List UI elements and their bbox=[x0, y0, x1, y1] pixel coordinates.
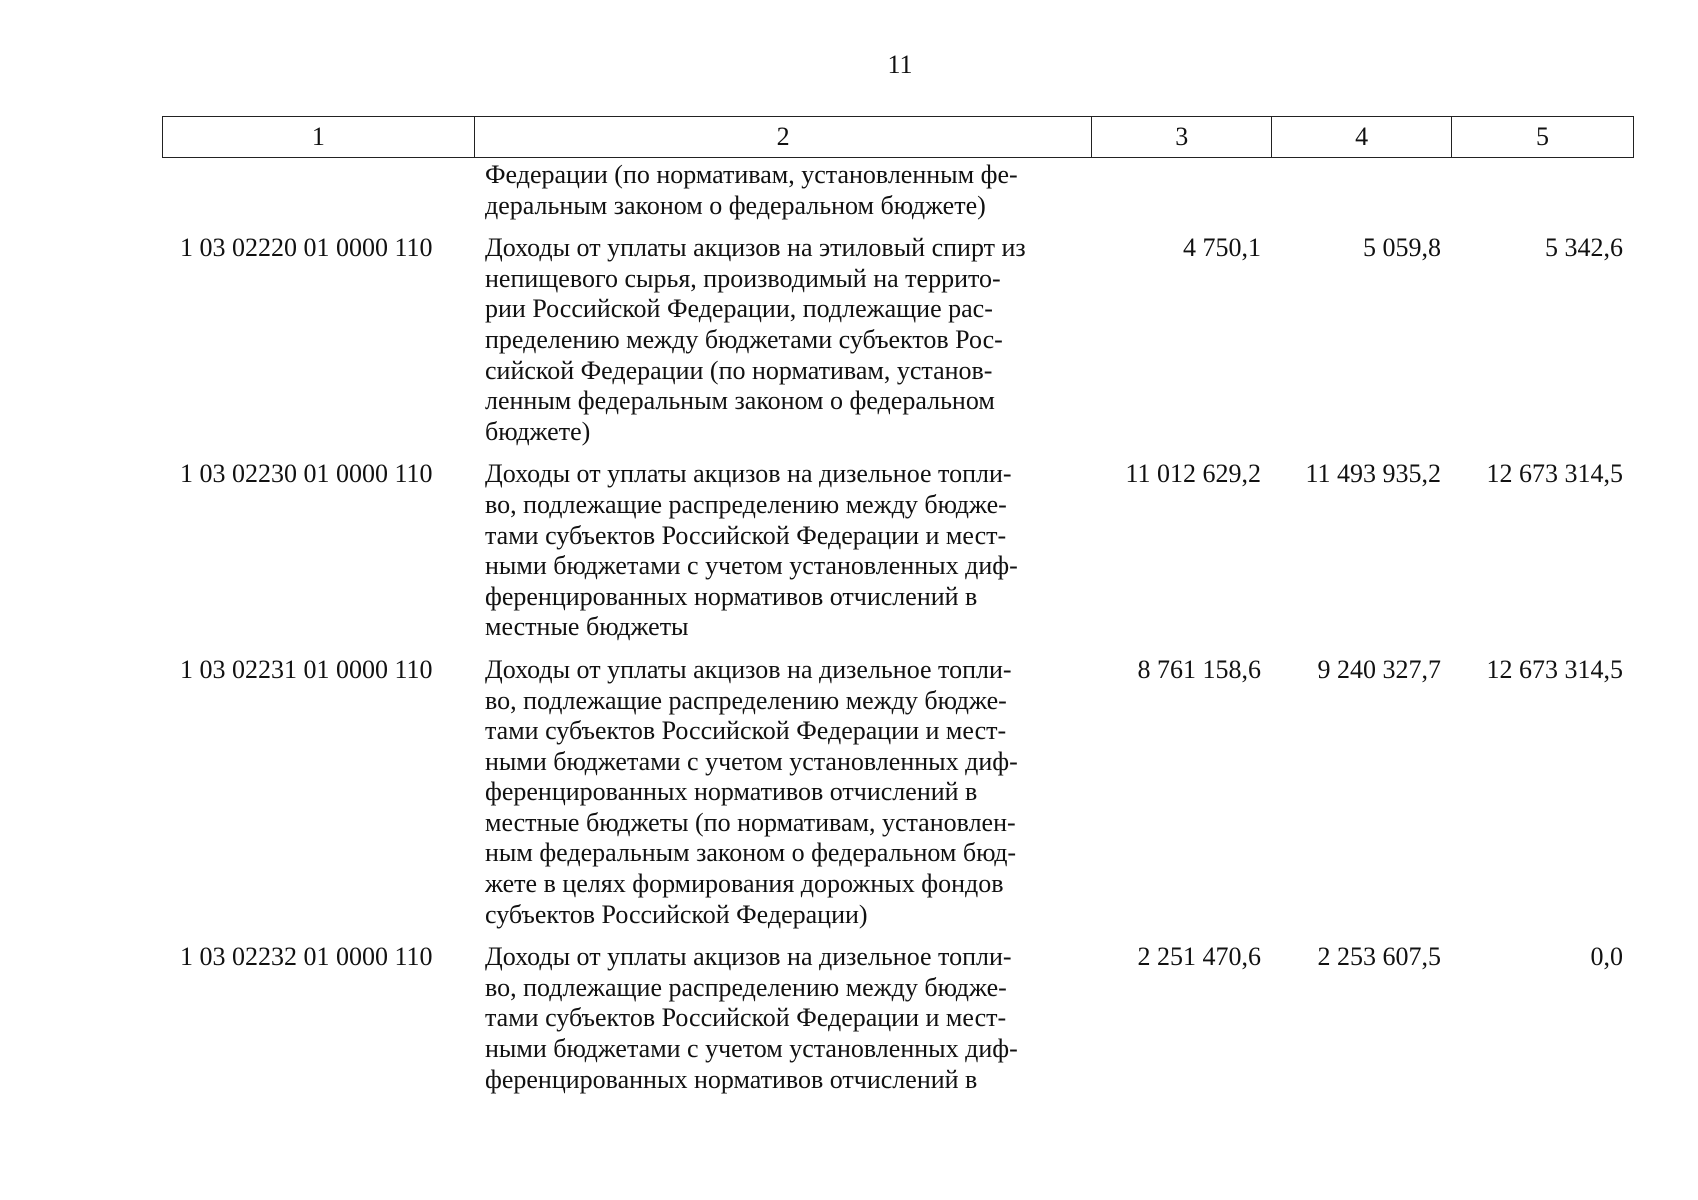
table-header bbox=[162, 116, 1634, 158]
description-line: ференцированных нормативов отчислений в bbox=[485, 1064, 978, 1094]
amount-col-3: 2 251 470,6 bbox=[1137, 942, 1261, 972]
table-row bbox=[162, 655, 1634, 930]
revenue-description bbox=[474, 233, 1092, 447]
description-line: тами субъектов Российской Федерации и мест- bbox=[485, 520, 1007, 550]
budget-code: 1 03 02220 01 0000 110 bbox=[180, 233, 433, 263]
description-line: субъектов Российской Федерации) bbox=[485, 899, 868, 929]
description-line: тами субъектов Российской Федерации и мест- bbox=[485, 1003, 1007, 1033]
amount-col-4: 5 059,8 bbox=[1363, 233, 1441, 263]
description-line: Доходы от уплаты акцизов на дизельное топли- bbox=[485, 654, 1012, 684]
description-line: местные бюджеты (по нормативам, установлен- bbox=[485, 807, 1016, 837]
table-row bbox=[162, 160, 1634, 221]
description-line: ленным федеральным законом о федеральном bbox=[485, 386, 995, 416]
amount-col-3: 8 761 158,6 bbox=[1137, 654, 1261, 684]
description-line: во, подлежащие распределению между бюдже- bbox=[485, 972, 1007, 1002]
revenue-description bbox=[474, 942, 1092, 1095]
amount-col-3: 4 750,1 bbox=[1183, 233, 1261, 263]
description-line: бюджете) bbox=[485, 416, 591, 446]
revenue-description bbox=[474, 459, 1092, 643]
budget-code: 1 03 02230 01 0000 110 bbox=[180, 459, 433, 489]
description-line: ными бюджетами с учетом установленных диф- bbox=[485, 746, 1018, 776]
amount-col-4: 2 253 607,5 bbox=[1317, 942, 1441, 972]
amount-col-5: 5 342,6 bbox=[1545, 233, 1623, 263]
amount-col-5: 12 673 314,5 bbox=[1486, 459, 1623, 489]
description-line: Доходы от уплаты акцизов на этиловый спирт из bbox=[485, 233, 1026, 263]
description-line: ными бюджетами с учетом установленных диф- bbox=[485, 1034, 1018, 1064]
page-number: 11 bbox=[887, 50, 913, 79]
description-line: сийской Федерации (по нормативам, установ- bbox=[485, 355, 993, 385]
amount-col-5: 0,0 bbox=[1590, 942, 1623, 972]
description-line: во, подлежащие распределению между бюдже- bbox=[485, 685, 1007, 715]
amount-col-5: 12 673 314,5 bbox=[1486, 654, 1623, 684]
header-cell-2: 2 bbox=[474, 117, 1092, 158]
description-line: ным федеральным законом о федеральном бюд- bbox=[485, 838, 1017, 868]
amount-col-3: 11 012 629,2 bbox=[1125, 459, 1261, 489]
table-row bbox=[162, 459, 1634, 643]
table-row bbox=[162, 942, 1634, 1095]
description-line: жете в целях формирования дорожных фондов bbox=[485, 869, 1004, 899]
table-row bbox=[162, 233, 1634, 447]
revenue-description bbox=[474, 160, 1092, 221]
description-line: пределению между бюджетами субъектов Рос- bbox=[485, 324, 1003, 354]
header-cell-1: 1 bbox=[163, 117, 475, 158]
header-row bbox=[163, 117, 1634, 158]
budget-code: 1 03 02232 01 0000 110 bbox=[180, 942, 433, 972]
description-line: ференцированных нормативов отчислений в bbox=[485, 581, 978, 611]
description-line: Доходы от уплаты акцизов на дизельное топли- bbox=[485, 459, 1012, 489]
amount-col-4: 11 493 935,2 bbox=[1305, 459, 1441, 489]
description-line: Доходы от уплаты акцизов на дизельное топли- bbox=[485, 942, 1012, 972]
description-line: Федерации (по нормативам, установленным фе- bbox=[485, 160, 1018, 189]
description-line: тами субъектов Российской Федерации и мест- bbox=[485, 716, 1007, 746]
description-line: непищевого сырья, производимый на террито- bbox=[485, 263, 1001, 293]
description-line: местные бюджеты bbox=[485, 612, 689, 642]
header-cell-5: 5 bbox=[1452, 117, 1634, 158]
description-line: деральным законом о федеральном бюджете) bbox=[485, 190, 986, 220]
table-body bbox=[162, 160, 1634, 1107]
description-line: во, подлежащие распределению между бюдже- bbox=[485, 489, 1007, 519]
revenue-description bbox=[474, 655, 1092, 930]
amount-col-4: 9 240 327,7 bbox=[1317, 654, 1441, 684]
description-line: ференцированных нормативов отчислений в bbox=[485, 777, 978, 807]
description-line: рии Российской Федерации, подлежащие рас- bbox=[485, 294, 993, 324]
header-cell-4: 4 bbox=[1272, 117, 1452, 158]
description-line: ными бюджетами с учетом установленных диф- bbox=[485, 551, 1018, 581]
header-cell-3: 3 bbox=[1092, 117, 1272, 158]
budget-code: 1 03 02231 01 0000 110 bbox=[180, 654, 433, 684]
